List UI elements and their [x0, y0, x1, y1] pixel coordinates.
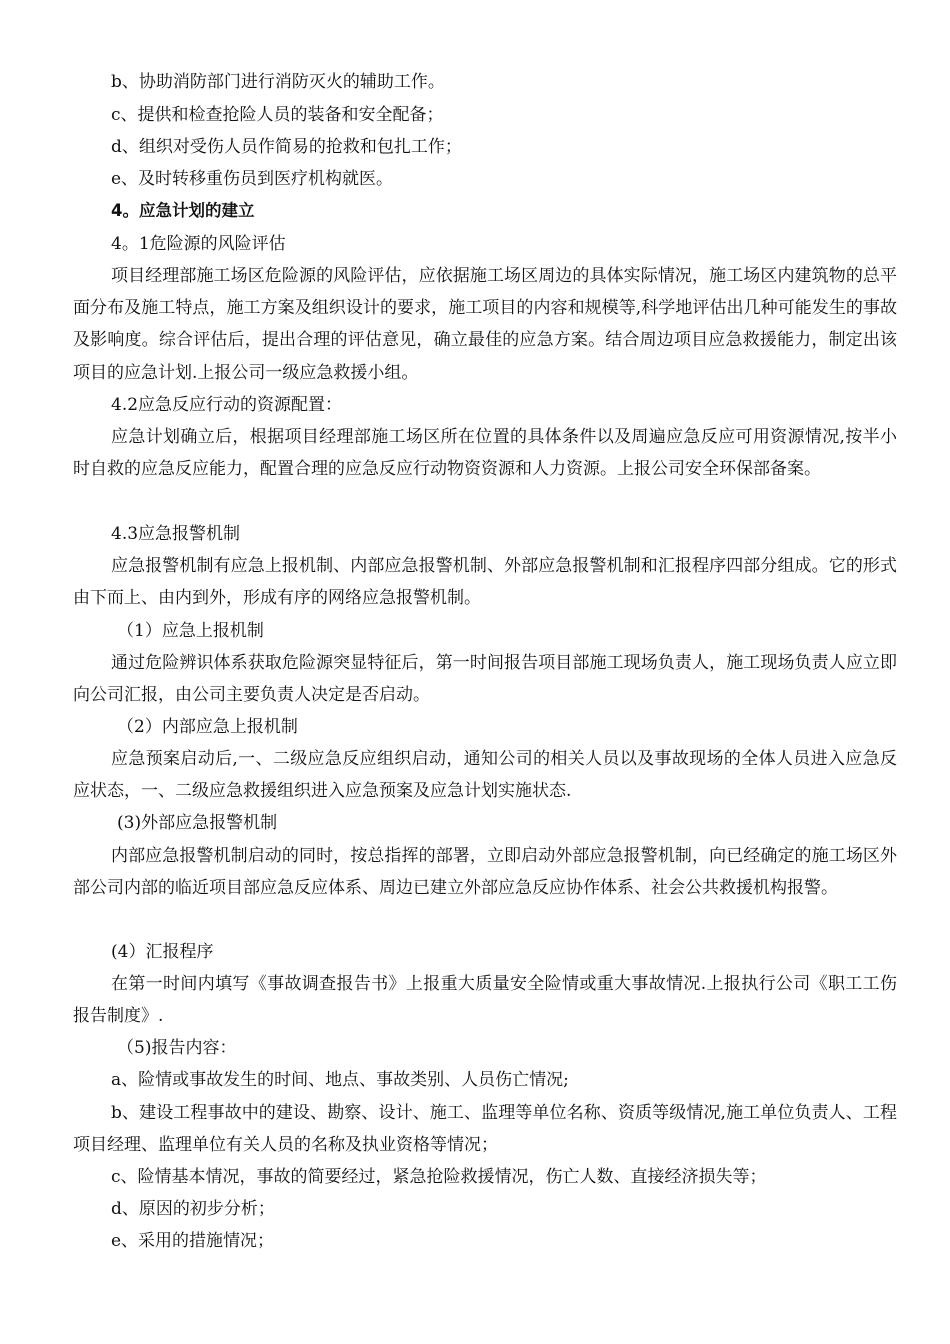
item-e-transfer: e、及时转移重伤员到医疗机构就医。 [111, 169, 394, 189]
subheading-3: (3)外部应急报警机制 [117, 813, 278, 833]
subheading-4-1: 4。1危险源的风险评估 [111, 234, 286, 254]
item-e-measures: e、采用的措施情况； [111, 1231, 275, 1251]
item-a-time-place: a、险情或事故发生的时间、地点、事故类别、人员伤亡情况; [111, 1070, 569, 1090]
paragraph-resource-allocation: 应急计划确立后，根据项目经理部施工场区所在位置的具体条件以及周遍应急反应可用资源情况,按半小时自救的应急反应能力，配置合理的应急反应行动物资资源和人力资源。上报公司安全环保部备案。 [73, 427, 897, 480]
item-d-first-aid: d、组织对受伤人员作简易的抢救和包扎工作； [111, 137, 462, 157]
subheading-4-2: 4.2应急反应行动的资源配置： [111, 395, 343, 415]
paragraph-report-procedure: 在第一时间内填写《事故调查报告书》上报重大质量安全险情或重大事故情况.上报执行公司《职工工伤报告制度》. [73, 974, 897, 1027]
paragraph-internal: 应急预案启动后,一、二级应急反应组织启动，通知公司的相关人员以及事故现场的全体人员进入应急反应状态，一、二级应急救援组织进入应急预案及应急计划实施状态. [73, 749, 897, 802]
subheading-5: （5)报告内容： [117, 1038, 237, 1058]
subheading-4: (4）汇报程序 [111, 942, 214, 962]
paragraph-report-up: 通过危险辨识体系获取危险源突显特征后，第一时间报告项目部施工现场负责人，施工现场负责人应立即向公司汇报，由公司主要负责人决定是否启动。 [73, 653, 897, 706]
subheading-2: （2）内部应急上报机制 [117, 717, 298, 737]
paragraph-external: 内部应急报警机制启动的同时，按总指挥的部署，立即启动外部应急报警机制，向已经确定的施工场区外部公司内部的临近项目部应急反应体系、周边已建立外部应急反应协作体系、社会公共救援机构报警。 [73, 846, 897, 899]
section-heading-4: 4。应急计划的建立 [111, 201, 255, 220]
item-b-units: b、建设工程事故中的建设、勘察、设计、施工、监理等单位名称、资质等级情况,施工单位负责人、工程项目经理、监理单位有关人员的名称及执业资格等情况； [73, 1103, 897, 1156]
subheading-4-3: 4.3应急报警机制 [111, 524, 241, 544]
item-c-situation: c、险情基本情况，事故的简要经过，紧急抢险救援情况，伤亡人数、直接经济损失等； [111, 1167, 767, 1187]
paragraph-alarm-mechanism: 应急报警机制有应急上报机制、内部应急报警机制、外部应急报警机制和汇报程序四部分组成。它的形式由下而上、由内到外，形成有序的网络应急报警机制。 [73, 556, 897, 609]
paragraph-risk-assessment: 项目经理部施工场区危险源的风险评估，应依据施工场区周边的具体实际情况，施工场区内建筑物的总平面分布及施工特点，施工方案及组织设计的要求，施工项目的内容和规模等,科学地评估出几种可能发生的事故及影响度。综合评估后，提出合理的评估意见，确立最佳的应急方案。结合周边项目应急救援能力，制定出该项目的应急计划.上报公司一级应急救援小组。 [73, 266, 897, 383]
item-c-equipment: c、提供和检查抢险人员的装备和安全配备； [111, 105, 444, 125]
subheading-1: （1）应急上报机制 [117, 621, 264, 641]
item-d-cause: d、原因的初步分析； [111, 1199, 275, 1219]
item-b-fire-assist: b、协助消防部门进行消防灭火的辅助工作。 [111, 72, 445, 92]
